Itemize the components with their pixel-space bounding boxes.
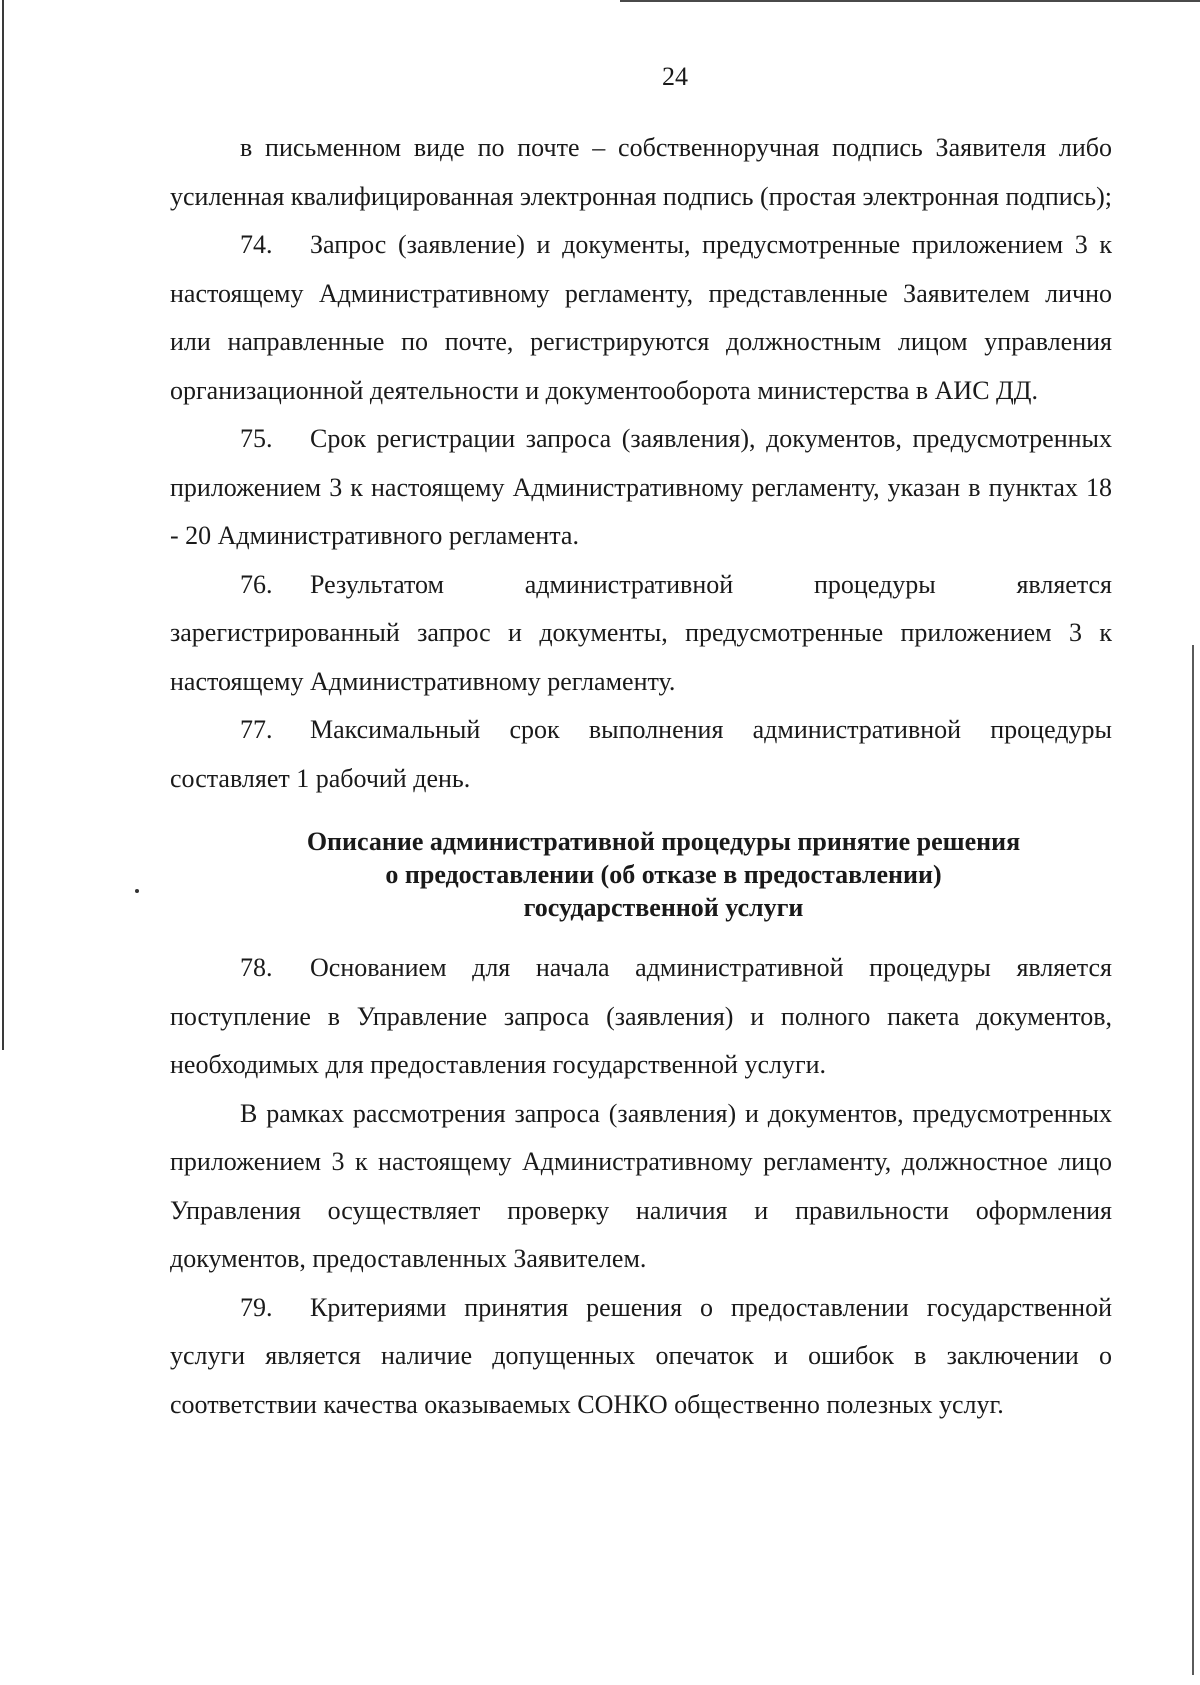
scan-edge-top (620, 0, 1200, 2)
paragraph-79 (170, 1284, 1112, 1430)
scan-edge-right (1192, 645, 1194, 1675)
paragraph-number: 75. (240, 424, 273, 453)
paragraph (170, 124, 1112, 221)
scan-edge-left (2, 0, 4, 1050)
paragraph-text: Основанием для начала административной процедуры является поступление в Управление запроса (заявления) и полного пакета документов, необходимых для предоставления государственной услуги. (170, 953, 1112, 1079)
page-number: 24 (662, 62, 688, 91)
paragraph-number: 79. (240, 1292, 273, 1322)
paragraph-78 (170, 944, 1112, 1090)
paragraph-number: 74. (240, 230, 273, 259)
paragraph-text: Критериями принятия решения о предоставлении государственной услуги является наличие допущенных опечаток и ошибок в заключении о соответствии качества оказываемых СОНКО общественно полезных услуг. (170, 1292, 1112, 1419)
paragraph-number: 78. (240, 953, 273, 982)
paragraph-76 (170, 561, 1112, 707)
paragraph-number: 76. (240, 569, 273, 599)
paragraph-text: В рамках рассмотрения запроса (заявления) и документов, предусмотренных приложением 3 к настоящему Административному регламенту, должностное лицо Управления осуществляет проверку наличия и правильности оформления документов, предоставленных Заявителем. (170, 1098, 1112, 1273)
document-body (170, 124, 1112, 1429)
paragraph-text: Срок регистрации запроса (заявления), документов, предусмотренных приложением 3 к настоящему Административному регламенту, указан в пунктах 18 - 20 Административного регламента. (170, 424, 1112, 550)
section-heading-line: государственной услуги (523, 893, 804, 922)
section-heading-line: Описание административной процедуры принятие решения (306, 827, 1021, 856)
paragraph-text: Запрос (заявление) и документы, предусмотренные приложением 3 к настоящему Административному регламенту, представленные Заявителем лично или направленные по почте, регистрируются должностным лицом управления организационной деятельности и документооборота министерства в АИС ДД. (170, 230, 1112, 405)
paragraph-text: Результатом административной процедуры является зарегистрированный запрос и документы, предусмотренные приложением 3 к настоящему Административному регламенту. (170, 569, 1112, 696)
paragraph-77 (170, 706, 1112, 803)
scan-speck (135, 889, 139, 893)
paragraph-text: в письменном виде по почте – собственноручная подпись Заявителя либо усиленная квалифицированная электронная подпись (простая электронная подпись); (170, 133, 1112, 211)
paragraph-number: 77. (240, 715, 273, 744)
paragraph-74 (170, 221, 1112, 415)
section-heading-line: о предоставлении (об отказе в предоставлении) (385, 860, 942, 889)
paragraph-75 (170, 415, 1112, 561)
paragraph-text: Максимальный срок выполнения административной процедуры составляет 1 рабочий день. (170, 715, 1112, 793)
paragraph (170, 1090, 1112, 1284)
section-heading (170, 825, 1112, 924)
